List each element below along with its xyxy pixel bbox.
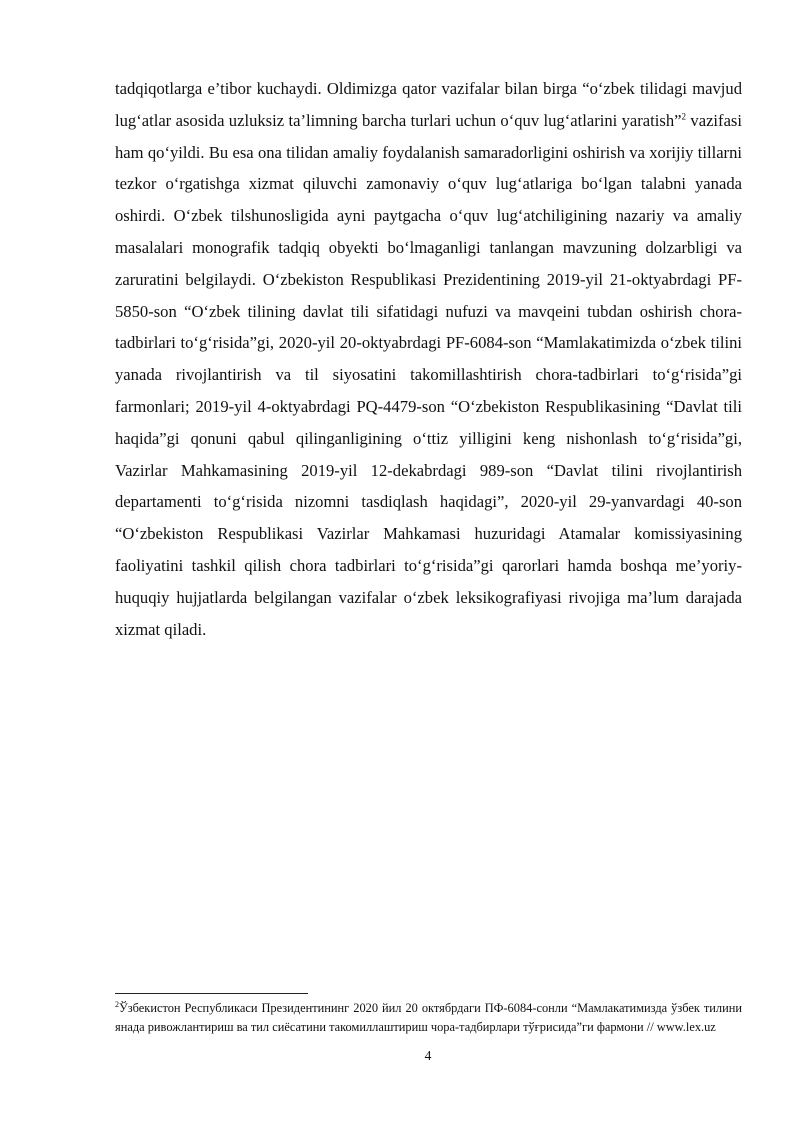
footnote-text: Ўзбекистон Республикаси Президентининг 2020 йил 20 октябрдаги ПФ-6084-сонли “Мамлакатимизда ўзбек тилини янада ривожлантириш ва тил сиёсатини такомиллаштириш чора-тадбирлари тўғрисида”ги фармони // www.lex.uz	[115, 1001, 742, 1034]
body-paragraph	[115, 73, 742, 645]
paragraph-text-part-1: tadqiqotlarga e’tibor kuchaydi. Oldimizga qator vazifalar bilan birga “o‘zbek tilidagi mavjud lug‘atlar asosida uzluksiz ta’limning barcha turlari uchun o‘quv lug‘atlarini yaratish”	[115, 79, 742, 130]
paragraph-text-part-2: vazifasi ham qo‘yildi. Bu esa ona tilidan amaliy foydalanish samaradorligini oshirish va xorijiy tillarni tezkor o‘rgatishga xizmat qiluvchi zamonaviy o‘quv lug‘atlariga bo‘lgan talabni yanada oshirdi. O‘zbek tilshunosligida ayni paytgacha o‘quv lug‘atchiligining nazariy va amaliy masalalari monografik tadqiq obyekti bo‘lmaganligi tanlangan mavzuning dolzarbligi va zaruratini belgilaydi. O‘zbekiston Respublikasi Prezidentining 2019-yil 21-oktyabrdagi PF-5850-son “O‘zbek tilining davlat tili sifatidagi nufuzi va mavqeini tubdan oshirish chora-tadbirlari to‘g‘risida”gi, 2020-yil 20-oktyabrdagi PF-6084-son “Mamlakatimizda o‘zbek tilini yanada rivojlantirish va til siyosatini takomillashtirish chora-tadbirlari to‘g‘risida”gi farmonlari; 2019-yil 4-oktyabrdagi PQ-4479-son “O‘zbekiston Respublikasining “Davlat tili haqida”gi qonuni qabul qilinganligining o‘ttiz yilligini keng nishonlash to‘g‘risida”gi, Vazirlar Mahkamasining 2019-yil 12-dekabrdagi 989-son “Davlat tilini rivojlantirish departamenti to‘g‘risida nizomni tasdiqlash haqidagi”, 2020-yil 29-yanvardagi 40-son “O‘zbekiston Respublikasi Vazirlar Mahkamasi huzuridagi Atamalar komissiyasining faoliyatini tashkil qilish chora tadbirlari to‘g‘risida”gi qarorlari hamda boshqa me’yoriy-huquqiy hujjatlarda belgilangan vazifalar o‘zbek leksikografiyasi rivojiga ma’lum darajada xizmat qiladi.	[115, 110, 743, 639]
footnote-separator	[115, 993, 308, 994]
page-number: 4	[424, 1048, 432, 1063]
footnote-reference: 2	[681, 111, 687, 122]
footnote-marker: 2	[115, 999, 119, 1009]
footnote	[115, 999, 742, 1036]
